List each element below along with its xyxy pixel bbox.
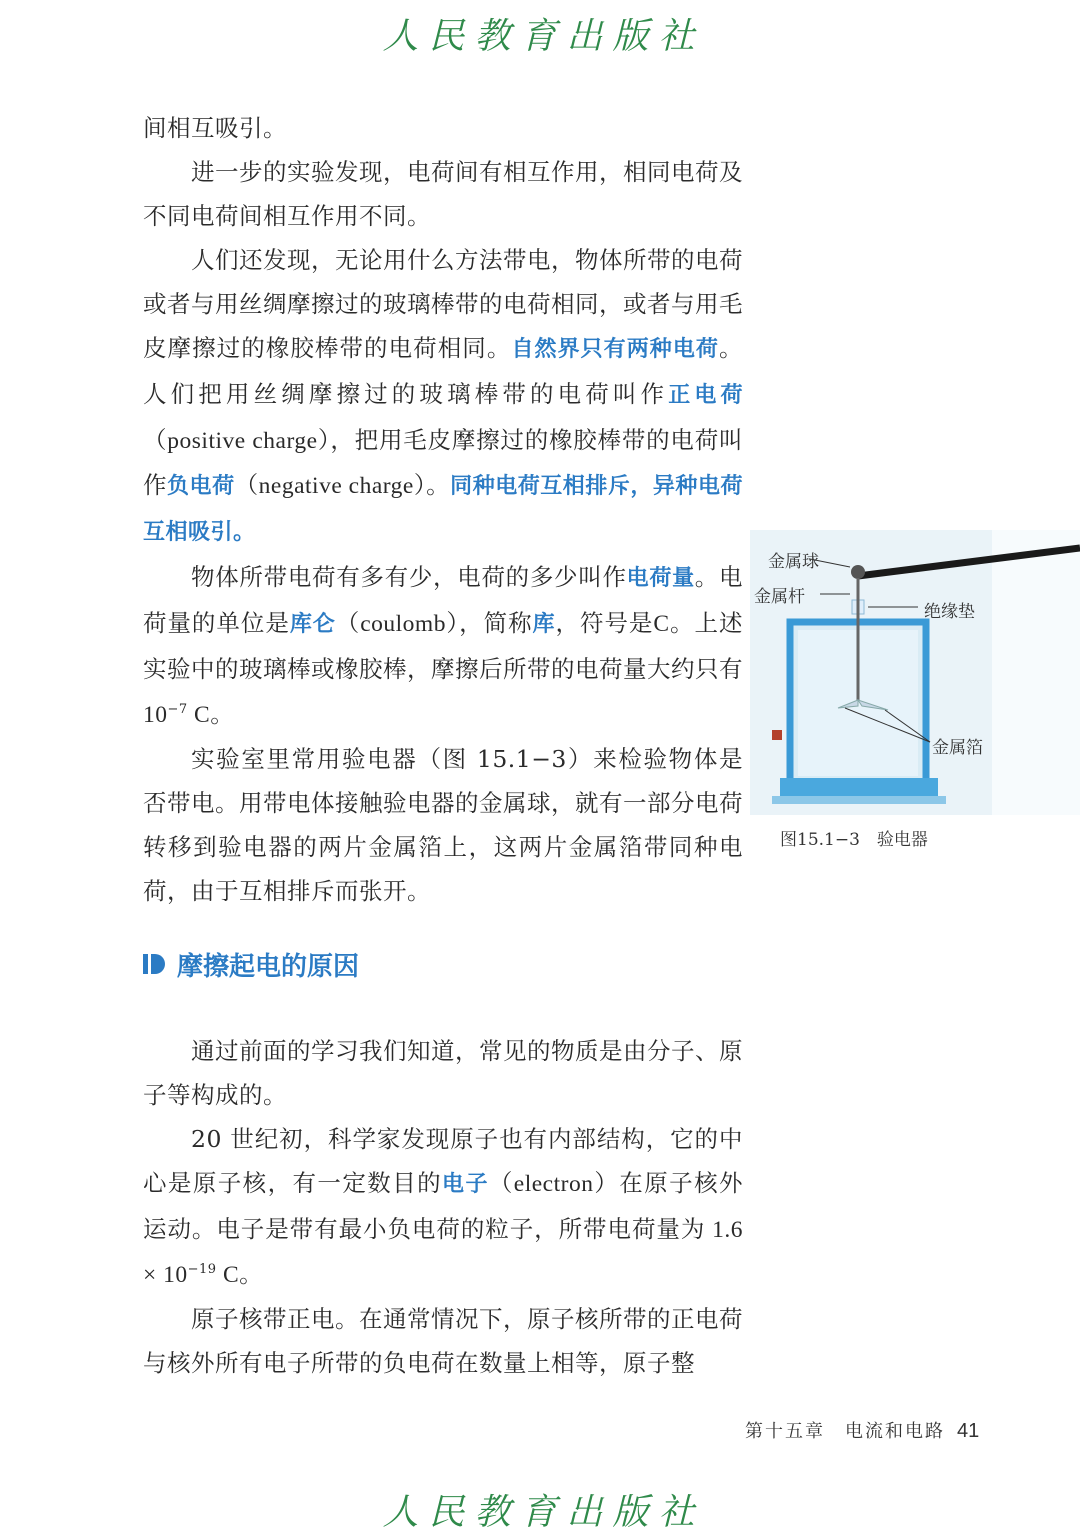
- paragraph: 通过前面的学习我们知道，常见的物质是由分子、原子等构成的。: [143, 1037, 743, 1109]
- electroscope-image: [750, 530, 1080, 820]
- paragraph: 实验室里常用验电器（图 15.1−3）来检验物体是否带电。用带电体接触验电器的金属球，就有一部分电荷转移到验电器的两片金属箔上，这两片金属箔带同种电荷，由于互相排斥而张开。: [143, 745, 743, 905]
- text-block-1: [143, 106, 743, 913]
- text: ，符号是C。上述实验中的玻璃棒或橡胶棒，摩擦后所带的电荷量大约只有 10: [143, 611, 743, 728]
- text-block-2: [143, 1029, 743, 1385]
- text: 物体所带电荷有多有少，电荷的多少叫作: [191, 563, 627, 591]
- exponent: −7: [167, 702, 188, 718]
- text: 。人们把用丝绸摩擦过的玻璃棒带的电荷叫作: [143, 334, 743, 408]
- publisher-header: 人民教育出版社: [382, 16, 705, 57]
- label-foil: 金属箔: [932, 738, 983, 758]
- text: C。: [216, 1262, 264, 1288]
- keyword: 自然界只有两种电荷: [511, 337, 719, 362]
- text: （coulomb），简称: [335, 611, 533, 637]
- text: （negative charge）。: [234, 473, 451, 499]
- page-footer: [745, 1417, 979, 1443]
- text: C。: [187, 702, 235, 728]
- section-title: 摩擦起电的原因: [177, 951, 360, 982]
- keyword: 库仑: [289, 612, 336, 637]
- paragraph: 间相互吸引。: [143, 114, 287, 142]
- label-ball: 金属球: [768, 552, 819, 572]
- keyword: 同种电荷互相排斥，异种电荷互相吸引。: [143, 474, 743, 545]
- exponent: −19: [187, 1262, 217, 1278]
- label-rod: 金属杆: [754, 587, 805, 607]
- keyword: 电子: [442, 1172, 489, 1197]
- section-heading: [143, 944, 359, 984]
- text: 。电荷量的单位是: [143, 563, 744, 637]
- paragraph: [143, 555, 743, 737]
- publisher-footer: 人民教育出版社: [382, 1492, 705, 1533]
- text: （electron）在原子核外运动。电子是带有最小负电荷的粒子，所带电荷量为 1.6 × 10: [143, 1171, 743, 1288]
- text: 人们还发现，无论用什么方法带电，物体所带的电荷或者与用丝绸摩擦过的玻璃棒带的电荷相同，或者与用毛皮摩擦过的橡胶棒带的电荷相同。: [143, 246, 743, 362]
- page-number: 41: [957, 1420, 980, 1442]
- keyword: 电荷量: [626, 566, 695, 591]
- section-marker-icon: [143, 952, 165, 976]
- label-pad: 绝缘垫: [924, 602, 975, 622]
- chapter-title: 第十五章 电流和电路: [745, 1421, 945, 1442]
- paragraph: [143, 238, 743, 555]
- paragraph: 原子核带正电。在通常情况下，原子核所带的正电荷与核外所有电子所带的负电荷在数量上相等，原子整: [143, 1305, 743, 1377]
- keyword: 负电荷: [167, 474, 235, 499]
- keyword: 库: [532, 612, 556, 637]
- electroscope-figure: [750, 530, 1080, 860]
- figure-caption: 图15.1−3 验电器: [780, 830, 928, 850]
- paragraph: 进一步的实验发现，电荷间有相互作用，相同电荷及不同电荷间相互作用不同。: [143, 158, 743, 230]
- paragraph: [143, 1117, 743, 1297]
- keyword: 正电荷: [668, 383, 743, 408]
- text: （positive charge），把用毛皮摩擦过的橡胶棒带的电荷叫作: [143, 428, 743, 499]
- text: 20 世纪初，科学家发现原子也有内部结构，它的中心是原子核，有一定数目的: [143, 1125, 743, 1197]
